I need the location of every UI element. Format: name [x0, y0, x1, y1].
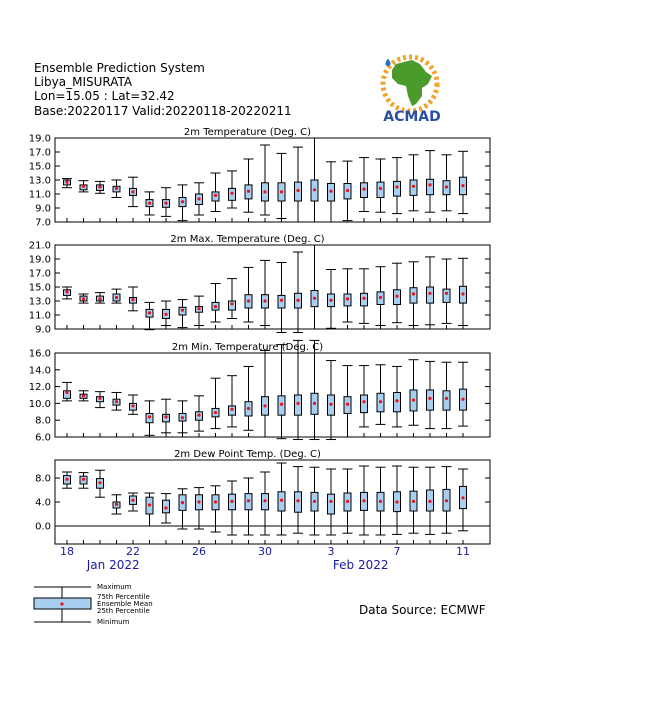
box-day-30: [260, 350, 270, 437]
mean-dot: [395, 500, 398, 503]
box-day-7: [392, 466, 402, 534]
y-tick-label: 4.0: [35, 497, 51, 509]
y-tick-label: 21.0: [28, 240, 51, 252]
mean-dot: [280, 299, 283, 302]
box-day-23: [145, 493, 155, 526]
box-day-25: [178, 185, 188, 221]
mean-dot: [280, 499, 283, 502]
box-day-2: [310, 467, 320, 535]
mean-dot: [445, 499, 448, 502]
box-day-6: [376, 365, 386, 425]
mean-dot: [115, 296, 118, 299]
mean-dot: [412, 292, 415, 295]
box-day-9: [425, 151, 435, 213]
y-tick-label: 17.0: [28, 147, 51, 159]
x-tick-label: 26: [192, 545, 206, 558]
box-day-11: [458, 362, 468, 426]
mean-dot: [428, 183, 431, 186]
y-tick-label: 12.0: [28, 382, 51, 394]
box-day-23: [145, 192, 155, 215]
mean-dot: [131, 298, 134, 301]
mean-dot: [412, 185, 415, 188]
mean-dot: [445, 397, 448, 400]
box-day-4: [343, 161, 353, 221]
box-day-3: [326, 361, 336, 440]
mean-dot: [346, 297, 349, 300]
box-day-23: [145, 302, 155, 329]
station-coordinates: Lon=15.05 : Lat=32.42: [34, 89, 175, 103]
box-day-30: [260, 145, 270, 215]
y-tick-label: 6.0: [35, 432, 51, 444]
mean-dot: [412, 500, 415, 503]
box-day-26: [194, 296, 204, 325]
logo-text: ACMAD: [383, 109, 441, 125]
mean-dot: [329, 500, 332, 503]
box-day-29: [244, 366, 254, 430]
mean-dot: [131, 404, 134, 407]
box-day-6: [376, 467, 386, 535]
box-day-5: [359, 158, 369, 212]
mean-dot: [230, 192, 233, 195]
y-tick-label: 15.0: [28, 282, 51, 294]
legend-minimum: Minimum: [97, 618, 130, 626]
percentile-box: [427, 390, 434, 410]
month-label: Feb 2022: [332, 558, 389, 572]
mean-dot: [428, 500, 431, 503]
mean-dot: [115, 503, 118, 506]
mean-dot: [181, 309, 184, 312]
mean-dot: [313, 402, 316, 405]
mean-dot: [214, 194, 217, 197]
box-day-1: [293, 147, 303, 222]
mean-dot: [247, 190, 250, 193]
mean-dot: [263, 404, 266, 407]
mean-dot: [230, 408, 233, 411]
box-day-10: [442, 259, 452, 323]
mean-dot: [247, 499, 250, 502]
box-day-8: [409, 155, 419, 211]
mean-dot: [164, 202, 167, 205]
box-day-24: [161, 399, 171, 433]
box-day-10: [442, 362, 452, 428]
mean-dot: [346, 189, 349, 192]
box-day-7: [392, 263, 402, 323]
mean-dot: [379, 187, 382, 190]
box-day-5: [359, 466, 369, 535]
mean-dot: [197, 197, 200, 200]
box-day-21: [112, 180, 122, 198]
mean-dot: [148, 415, 151, 418]
mean-dot: [461, 496, 464, 499]
mean-dot: [197, 500, 200, 503]
box-day-25: [178, 489, 188, 529]
box-day-1: [293, 467, 303, 534]
box-day-8: [409, 360, 419, 426]
mean-dot: [362, 297, 365, 300]
mean-dot: [346, 403, 349, 406]
box-day-10: [442, 467, 452, 534]
mean-dot: [164, 415, 167, 418]
mean-dot: [296, 402, 299, 405]
x-tick-label: 7: [393, 545, 401, 558]
box-day-4: [343, 366, 353, 437]
month-label: Jan 2022: [86, 558, 140, 572]
box-day-11: [458, 469, 468, 531]
percentile-box: [328, 494, 335, 514]
box-day-5: [359, 366, 369, 427]
box-day-27: [211, 173, 221, 212]
box-day-31: [277, 153, 287, 218]
percentile-box: [443, 289, 450, 302]
panel-title: 2m Min. Temperature (Deg. C): [171, 342, 324, 353]
box-day-3: [326, 270, 336, 329]
mean-dot: [148, 311, 151, 314]
box-day-21: [112, 495, 122, 514]
box-day-22: [128, 287, 138, 311]
y-tick-label: 10.0: [28, 398, 51, 410]
mean-dot: [115, 187, 118, 190]
box-day-9: [425, 257, 435, 325]
box-day-2: [310, 245, 320, 329]
box-day-31: [277, 345, 287, 439]
box-day-28: [227, 481, 237, 535]
box-day-1: [293, 252, 303, 333]
y-tick-label: 8.0: [35, 473, 51, 485]
y-tick-label: 19.0: [28, 254, 51, 266]
mean-dot: [362, 188, 365, 191]
mean-dot: [296, 299, 299, 302]
mean-dot: [230, 500, 233, 503]
panel-title: 2m Dew Point Temp. (Deg. C): [174, 449, 321, 460]
box-day-27: [211, 284, 221, 323]
percentile-box: [427, 287, 434, 303]
box-day-4: [343, 269, 353, 322]
y-tick-label: 14.0: [28, 365, 51, 377]
station-name: Libya_MISURATA: [34, 75, 133, 89]
mean-dot: [115, 400, 118, 403]
box-day-7: [392, 366, 402, 426]
box-day-10: [442, 155, 452, 211]
y-tick-label: 9.0: [35, 203, 51, 215]
mean-dot: [329, 190, 332, 193]
y-tick-label: 17.0: [28, 268, 51, 280]
percentile-box: [427, 179, 434, 194]
mean-dot: [296, 499, 299, 502]
mean-dot: [214, 411, 217, 414]
box-day-26: [194, 488, 204, 529]
box-day-3: [326, 162, 336, 222]
box-day-28: [227, 171, 237, 208]
panel-frame: [55, 353, 490, 437]
mean-dot: [164, 506, 167, 509]
mean-dot: [247, 299, 250, 302]
data-source: Data Source: ECMWF: [359, 603, 486, 617]
mean-dot: [181, 416, 184, 419]
y-tick-label: 11.0: [28, 310, 51, 322]
mean-dot: [461, 292, 464, 295]
box-day-24: [161, 494, 171, 523]
box-day-9: [425, 467, 435, 534]
header-title: Ensemble Prediction System: [34, 61, 205, 75]
mean-dot: [280, 190, 283, 193]
box-day-27: [211, 486, 221, 532]
mean-dot: [362, 400, 365, 403]
percentile-box: [394, 181, 401, 196]
percentile-box: [443, 391, 450, 410]
percentile-box: [295, 395, 302, 415]
y-tick-label: 0.0: [35, 521, 51, 533]
mean-dot: [445, 185, 448, 188]
box-day-31: [277, 263, 287, 333]
mean-dot: [313, 500, 316, 503]
panel-title: 2m Max. Temperature (Deg. C): [170, 234, 325, 245]
box-day-2: [310, 138, 320, 222]
box-day-6: [376, 267, 386, 326]
x-tick-label: 11: [456, 545, 470, 558]
mean-dot: [214, 500, 217, 503]
box-day-22: [128, 395, 138, 414]
percentile-box: [361, 395, 368, 413]
box-day-8: [409, 262, 419, 326]
box-day-21: [112, 289, 122, 303]
y-tick-label: 19.0: [28, 133, 51, 145]
box-day-31: [277, 463, 287, 535]
mean-dot: [329, 299, 332, 302]
mean-dot: [247, 407, 250, 410]
mean-dot: [461, 184, 464, 187]
box-day-7: [392, 158, 402, 214]
legend-diagram: [0, 0, 100, 640]
mean-dot: [263, 499, 266, 502]
mean-dot: [329, 403, 332, 406]
mean-dot: [148, 503, 151, 506]
mean-dot: [379, 296, 382, 299]
y-tick-label: 9.0: [35, 324, 51, 336]
legend-ensemble-mean: Ensemble Mean: [97, 600, 153, 608]
mean-dot: [296, 189, 299, 192]
mean-dot: [197, 307, 200, 310]
mean-dot: [214, 305, 217, 308]
mean-dot: [379, 500, 382, 503]
x-tick-label: 18: [60, 545, 74, 558]
box-day-9: [425, 361, 435, 428]
forecast-base-valid-dates: Base:20220117 Valid:20220118-20220211: [34, 104, 292, 118]
y-tick-label: 15.0: [28, 161, 51, 173]
box-day-3: [326, 469, 336, 535]
box-day-28: [227, 279, 237, 319]
box-day-11: [458, 151, 468, 213]
legend-maximum: Maximum: [97, 583, 132, 591]
box-day-27: [211, 378, 221, 428]
box-day-4: [343, 469, 353, 533]
mean-dot: [313, 188, 316, 191]
mean-dot: [230, 302, 233, 305]
mean-dot: [181, 200, 184, 203]
box-day-23: [145, 401, 155, 435]
panel-frame: [55, 245, 490, 329]
x-tick-label: 30: [258, 545, 272, 558]
mean-dot: [362, 499, 365, 502]
y-tick-label: 7.0: [35, 217, 51, 229]
mean-dot: [164, 313, 167, 316]
box-day-26: [194, 396, 204, 431]
box-day-22: [128, 177, 138, 206]
y-tick-label: 16.0: [28, 348, 51, 360]
box-day-1: [293, 340, 303, 439]
legend-25th-percentile: 25th Percentile: [97, 607, 150, 615]
box-day-26: [194, 183, 204, 215]
y-tick-label: 11.0: [28, 189, 51, 201]
box-day-30: [260, 260, 270, 325]
box-day-24: [161, 301, 171, 326]
box-day-11: [458, 258, 468, 325]
y-tick-label: 8.0: [35, 415, 51, 427]
y-tick-label: 13.0: [28, 296, 51, 308]
x-tick-label: 22: [126, 545, 140, 558]
x-tick-label: 3: [327, 545, 335, 558]
mean-dot: [148, 202, 151, 205]
box-day-5: [359, 269, 369, 324]
mean-dot: [263, 299, 266, 302]
mean-dot: [445, 292, 448, 295]
mean-dot: [197, 414, 200, 417]
mean-dot: [131, 499, 134, 502]
mean-dot: [428, 397, 431, 400]
box-day-29: [244, 159, 254, 212]
box-day-29: [244, 267, 254, 322]
mean-dot: [395, 185, 398, 188]
mean-dot: [131, 190, 134, 193]
box-day-24: [161, 188, 171, 217]
box-day-22: [128, 493, 138, 511]
x-axis-labels: [60, 545, 470, 572]
box-day-2: [310, 340, 320, 439]
y-tick-label: 13.0: [28, 175, 51, 187]
mean-dot: [263, 190, 266, 193]
panel-title: 2m Temperature (Deg. C): [183, 127, 312, 138]
box-day-25: [178, 300, 188, 328]
mean-dot: [181, 501, 184, 504]
mean-dot: [395, 399, 398, 402]
mean-dot: [412, 398, 415, 401]
mean-dot: [346, 500, 349, 503]
box-day-8: [409, 467, 419, 533]
mean-dot: [379, 400, 382, 403]
legend-75th-percentile: 75th Percentile: [97, 593, 150, 601]
box-day-6: [376, 159, 386, 212]
box-day-25: [178, 401, 188, 433]
mean-dot: [313, 297, 316, 300]
mean-dot: [280, 403, 283, 406]
mean-dot: [428, 292, 431, 295]
mean-dot: [461, 398, 464, 401]
mean-dot: [395, 295, 398, 298]
box-day-21: [112, 392, 122, 410]
panel-4: [35, 449, 490, 544]
box-day-28: [227, 376, 237, 427]
